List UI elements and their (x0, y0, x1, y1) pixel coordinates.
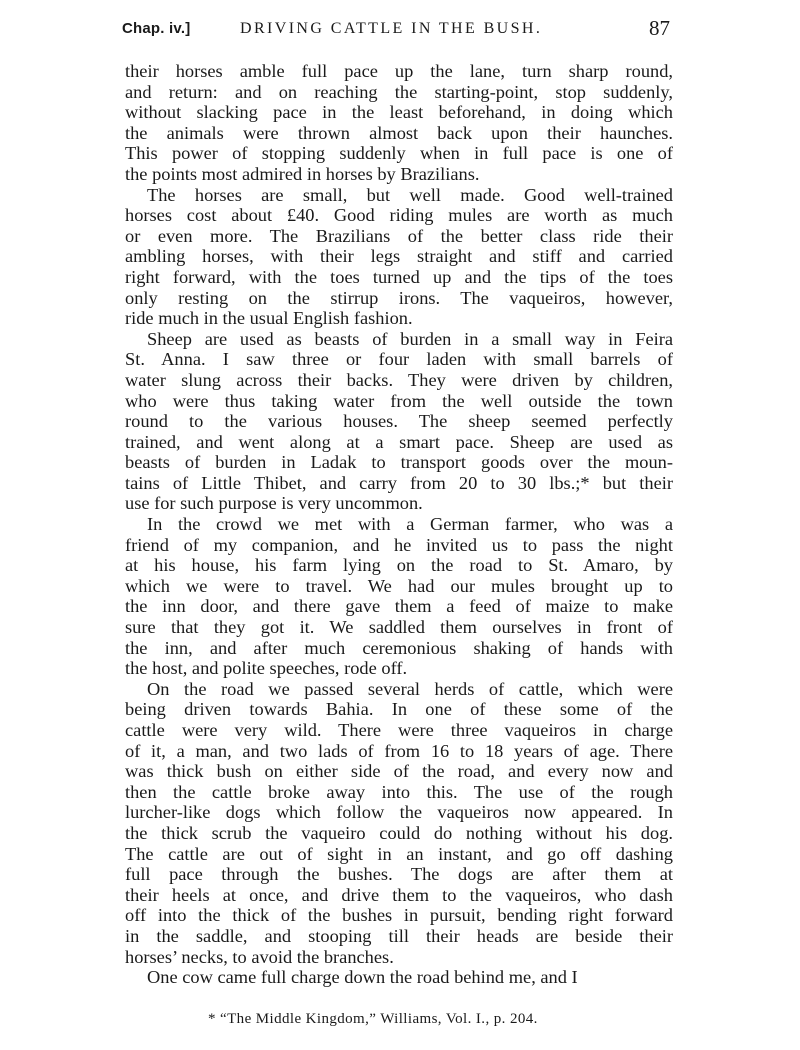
text-line: or even more. The Brazilians of the better class ride their (125, 225, 673, 246)
paragraph (125, 329, 673, 514)
text-line: ambling horses, with their legs straight and stiff and carried (125, 246, 673, 267)
text-line: This power of stopping suddenly when in full pace is one of (125, 143, 673, 164)
text-line: was thick bush on either side of the road, and every now and (125, 761, 673, 782)
text-line: full pace through the bushes. The dogs are after them at (125, 864, 673, 885)
text-line: the inn door, and there gave them a feed of maize to make (125, 596, 673, 617)
text-line: ride much in the usual English fashion. (125, 308, 413, 329)
paragraph (125, 679, 673, 967)
text-line: at his house, his farm lying on the road to St. Amaro, by (125, 555, 673, 576)
text-line: friend of my companion, and he invited us to pass the night (125, 534, 673, 555)
text-line: use for such purpose is very uncommon. (125, 493, 423, 514)
text-line: who were thus taking water from the well outside the town (125, 390, 673, 411)
text-line: In the crowd we met with a German farmer, who was a (147, 514, 673, 535)
text-line: sure that they got it. We saddled them ourselves in front of (125, 617, 673, 638)
chapter-label: Chap. iv.] (122, 20, 191, 37)
text-line: the thick scrub the vaqueiro could do nothing without his dog. (125, 822, 673, 843)
body-text (125, 61, 673, 988)
running-header (122, 18, 670, 48)
text-line: One cow came full charge down the road behind me, and I (147, 967, 578, 988)
paragraph (125, 185, 673, 329)
text-line: The cattle are out of sight in an instant, and go off dashing (125, 843, 673, 864)
text-line: only resting on the stirrup irons. The vaqueiros, however, (125, 287, 673, 308)
text-line: The horses are small, but well made. Good well-trained (147, 184, 673, 205)
text-line: their horses amble full pace up the lane, turn sharp round, (125, 61, 673, 81)
text-line: their heels at once, and drive them to the vaqueiros, who dash (125, 884, 673, 905)
text-line: trained, and went along at a smart pace. Sheep are used as (125, 431, 673, 452)
text-line: the inn, and after much ceremonious shaking of hands with (125, 637, 673, 658)
text-line: which we were to travel. We had our mules brought up to (125, 575, 673, 596)
text-line: tains of Little Thibet, and carry from 20 to 30 lbs.;* but their (125, 472, 673, 493)
text-line: horses’ necks, to avoid the branches. (125, 946, 394, 967)
text-line: the animals were thrown almost back upon their haunches. (125, 122, 673, 143)
text-line: the points most admired in horses by Brazilians. (125, 163, 480, 184)
text-line: of it, a man, and two lads of from 16 to 18 years of age. There (125, 740, 673, 761)
page-number: 87 (649, 16, 670, 40)
text-line: On the road we passed several herds of cattle, which were (147, 678, 673, 699)
text-line: without slacking pace in the least beforehand, in doing which (125, 102, 673, 123)
text-line: off into the thick of the bushes in pursuit, bending right forward (125, 905, 673, 926)
text-line: horses cost about £40. Good riding mules are worth as much (125, 205, 673, 226)
text-line: beasts of burden in Ladak to transport goods over the moun- (125, 452, 673, 473)
text-line: St. Anna. I saw three or four laden with small barrels of (125, 349, 673, 370)
text-line: round to the various houses. The sheep seemed perfectly (125, 411, 673, 432)
footnote: * “The Middle Kingdom,” Williams, Vol. I., p. 204. (208, 1011, 538, 1027)
text-line: cattle were very wild. There were three vaqueiros in charge (125, 720, 673, 740)
text-line: lurcher-like dogs which follow the vaqueiros now appeared. In (125, 802, 673, 823)
text-line: and return: and on reaching the starting-point, stop suddenly, (125, 81, 673, 102)
running-title: DRIVING CATTLE IN THE BUSH. (240, 20, 543, 37)
paragraph (125, 514, 673, 679)
text-line: then the cattle broke away into this. The use of the rough (125, 781, 673, 802)
text-line: the host, and polite speeches, rode off. (125, 658, 408, 679)
text-line: being driven towards Bahia. In one of these some of the (125, 699, 673, 720)
text-line: water slung across their backs. They were driven by children, (125, 369, 673, 390)
text-line: in the saddle, and stooping till their heads are beside their (125, 925, 673, 946)
text-line: Sheep are used as beasts of burden in a small way in Feira (147, 328, 673, 349)
paragraph (125, 967, 673, 988)
text-line: right forward, with the toes turned up and the tips of the toes (125, 266, 673, 287)
paragraph (125, 61, 673, 185)
